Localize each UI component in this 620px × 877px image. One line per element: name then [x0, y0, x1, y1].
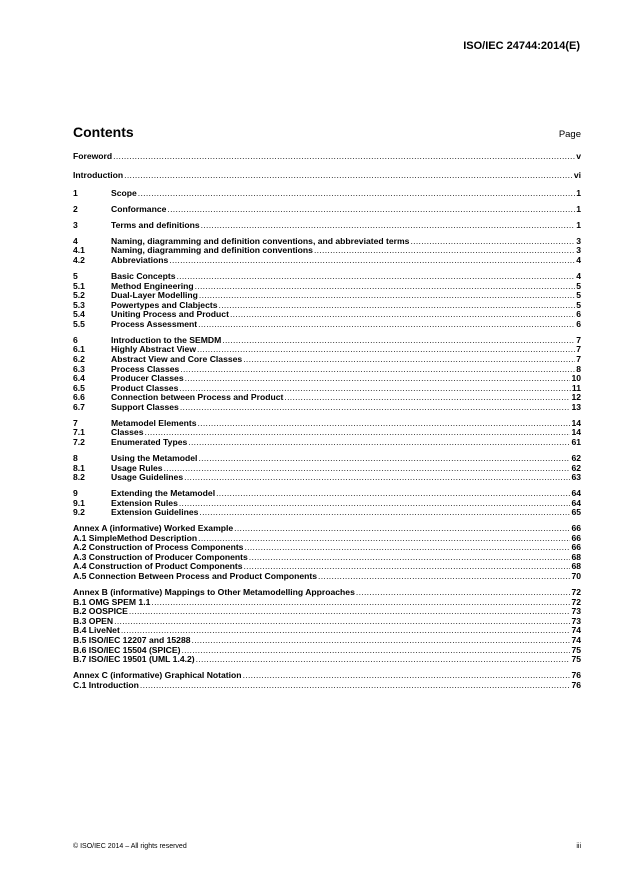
toc-entry-number: 9: [73, 488, 78, 498]
toc-dot-leader: [197, 419, 570, 429]
toc-entry-title: B.7 ISO/IEC 19501 (UML 1.4.2): [73, 654, 195, 665]
toc-entry[interactable]: [73, 419, 581, 429]
page-footer: [73, 843, 581, 850]
toc-entry-title: B.4 LiveNet: [73, 625, 120, 636]
toc-dot-leader: [249, 553, 571, 563]
toc-entry-page: 8: [576, 363, 581, 374]
toc-entry-page: 70: [571, 571, 581, 582]
toc-entry-title: Connection between Process and Product: [111, 392, 284, 403]
toc-entry-page: 75: [571, 644, 581, 655]
toc-entry-title: B.2 OOSPICE: [73, 606, 128, 617]
toc-entry-page: 68: [571, 561, 581, 572]
toc-entry-number: 1: [73, 188, 78, 199]
toc-entry-page: 3: [576, 245, 581, 256]
toc-entry-title: Usage Rules: [111, 462, 163, 473]
toc-entry-page: 64: [571, 497, 581, 508]
toc-dot-leader: [199, 291, 575, 301]
toc-entry-page: 74: [571, 625, 581, 636]
toc-dot-leader: [151, 598, 570, 608]
toc-entry[interactable]: [73, 572, 581, 582]
toc-entry-number: 7.1: [73, 427, 85, 438]
toc-dot-leader: [180, 365, 575, 375]
toc-dot-leader: [197, 345, 575, 355]
toc-entry-number: 5.2: [73, 290, 85, 301]
toc-entry[interactable]: [73, 320, 581, 330]
toc-entry-title: Metamodel Elements: [111, 417, 197, 428]
toc-entry[interactable]: [73, 256, 581, 266]
toc-entry-number: 8: [73, 452, 78, 463]
toc-entry-title: Process Assessment: [111, 318, 198, 329]
toc-dot-leader: [201, 221, 576, 231]
toc-entry-title: A.2 Construction of Process Components: [73, 542, 244, 553]
toc-entry-title: Classes: [111, 427, 144, 438]
toc-entry-number: 6.1: [73, 344, 85, 355]
toc-dot-leader: [216, 489, 570, 499]
toc-entry-page: 10: [571, 373, 581, 384]
toc-dot-leader: [314, 246, 575, 256]
toc-entry-title: C.1 Introduction: [73, 679, 139, 690]
toc-entry-page: 75: [571, 654, 581, 665]
toc-dot-leader: [169, 256, 575, 266]
toc-dot-leader: [188, 438, 570, 448]
toc-entry-page: 72: [571, 586, 581, 597]
toc-entry-number: 4.2: [73, 255, 85, 266]
toc-entry-page: 66: [571, 542, 581, 553]
toc-entry[interactable]: [73, 438, 581, 448]
toc-dot-leader: [179, 499, 571, 509]
toc-entry-page: 68: [571, 551, 581, 562]
toc-entry-page: 65: [571, 507, 581, 518]
toc-entry-page: 7: [576, 344, 581, 355]
toc-entry-number: 7.2: [73, 437, 85, 448]
toc-entry-number: 7: [73, 417, 78, 428]
toc-entry-title: Basic Concepts: [111, 270, 176, 281]
toc-entry-title: Extension Guidelines: [111, 507, 199, 518]
toc-entry-page: 5: [576, 280, 581, 291]
toc-group: [73, 189, 581, 199]
page-number: iii: [576, 843, 581, 850]
toc-entry[interactable]: [73, 221, 581, 231]
toc-entry-title: Foreword: [73, 151, 113, 161]
toc-group: [73, 152, 581, 162]
toc-entry-title: Scope: [111, 188, 137, 199]
page-column-label: Page: [558, 129, 581, 140]
toc-entry-page: 14: [571, 427, 581, 438]
toc-entry-page: 6: [576, 318, 581, 329]
toc-dot-leader: [284, 393, 570, 403]
toc-dot-leader: [196, 655, 571, 665]
toc-dot-leader: [192, 636, 571, 646]
toc-entry-title: Abstract View and Core Classes: [111, 353, 243, 364]
toc-entry-title: Extension Rules: [111, 497, 178, 508]
toc-dot-leader: [185, 374, 571, 384]
toc-entry-title: B.3 OPEN: [73, 615, 114, 626]
toc-dot-leader: [167, 205, 575, 215]
toc-entry-title: Terms and definitions: [111, 219, 200, 230]
toc-dot-leader: [138, 189, 575, 199]
table-of-contents: [73, 152, 581, 696]
toc-entry-page: 74: [571, 634, 581, 645]
toc-entry-page: v: [576, 151, 581, 161]
toc-group: [73, 272, 581, 330]
toc-entry-title: Producer Classes: [111, 373, 184, 384]
toc-dot-leader: [199, 508, 570, 518]
toc-group: [73, 489, 581, 518]
toc-entry-page: 13: [571, 401, 581, 412]
toc-entry[interactable]: [73, 508, 581, 518]
toc-entry-number: 5.4: [73, 309, 85, 320]
toc-group: [73, 588, 581, 665]
toc-entry[interactable]: [73, 473, 581, 483]
toc-entry-title: A.1 SimpleMethod Description: [73, 532, 198, 543]
toc-entry-title: Annex B (informative) Mappings to Other Metamodelling Approaches: [73, 586, 355, 597]
toc-entry-title: Abbreviations: [111, 255, 169, 266]
toc-entry-page: 64: [571, 488, 581, 498]
toc-entry-number: 4.1: [73, 245, 85, 256]
toc-entry-number: 8.1: [73, 462, 85, 473]
toc-dot-leader: [219, 301, 576, 311]
toc-entry-title: B.1 OMG SPEM 1.1: [73, 596, 151, 607]
toc-entry-page: 5: [576, 299, 581, 310]
toc-dot-leader: [140, 681, 571, 691]
toc-entry[interactable]: [73, 681, 581, 691]
toc-entry-title: Product Classes: [111, 382, 179, 393]
toc-entry-number: 2: [73, 204, 78, 215]
toc-dot-leader: [198, 454, 570, 464]
toc-entry-title: B.5 ISO/IEC 12207 and 15288: [73, 634, 191, 645]
toc-dot-leader: [198, 320, 575, 330]
toc-group: [73, 671, 581, 690]
toc-group: [73, 524, 581, 582]
toc-dot-leader: [181, 646, 570, 656]
toc-entry-number: 9.1: [73, 497, 85, 508]
toc-entry-number: 6.6: [73, 392, 85, 403]
toc-entry-page: 73: [571, 606, 581, 617]
toc-entry-page: 3: [576, 235, 581, 246]
toc-entry-number: 5.1: [73, 280, 85, 291]
toc-entry-page: 61: [571, 437, 581, 448]
page-title: Contents: [73, 124, 134, 140]
toc-dot-leader: [198, 534, 570, 544]
toc-entry-page: 14: [571, 417, 581, 428]
toc-entry-page: 76: [571, 669, 581, 680]
toc-entry-number: 6.2: [73, 353, 85, 364]
toc-entry[interactable]: [73, 403, 581, 413]
toc-entry-number: 5.3: [73, 299, 85, 310]
toc-entry-page: 76: [571, 679, 581, 690]
toc-entry-title: Naming, diagramming and definition conventions, and abbreviated terms: [111, 235, 410, 246]
toc-entry-page: 12: [571, 392, 581, 403]
toc-group: [73, 171, 581, 181]
toc-dot-leader: [164, 464, 571, 474]
toc-dot-leader: [180, 403, 571, 413]
toc-dot-leader: [243, 355, 575, 365]
toc-entry-title: Enumerated Types: [111, 437, 188, 448]
copyright-notice: © ISO/IEC 2014 – All rights reserved: [73, 843, 187, 850]
toc-dot-leader: [129, 607, 571, 617]
toc-entry-title: Process Classes: [111, 363, 180, 374]
toc-dot-leader: [124, 171, 573, 181]
toc-entry[interactable]: [73, 598, 581, 608]
toc-entry-page: 5: [576, 290, 581, 301]
toc-entry-title: Introduction: [73, 169, 124, 180]
toc-dot-leader: [176, 272, 575, 282]
toc-entry-title: A.4 Construction of Product Components: [73, 561, 243, 572]
toc-entry-page: 6: [576, 309, 581, 320]
toc-entry-title: Uniting Process and Product: [111, 309, 229, 320]
toc-entry-title: A.3 Construction of Producer Components: [73, 551, 248, 562]
toc-entry-number: 5: [73, 270, 78, 281]
toc-entry-page: 4: [576, 270, 581, 281]
document-standard-id: ISO/IEC 24744:2014(E): [463, 40, 580, 52]
toc-group: [73, 336, 581, 413]
toc-entry-page: 66: [571, 523, 581, 534]
toc-entry-page: 63: [571, 472, 581, 483]
toc-dot-leader: [145, 428, 571, 438]
toc-entry-number: 3: [73, 219, 78, 230]
toc-entry-title: Powertypes and Clabjects: [111, 299, 218, 310]
toc-dot-leader: [356, 588, 571, 598]
toc-entry-title: Dual-Layer Modelling: [111, 290, 198, 301]
toc-entry-number: 6.4: [73, 373, 85, 384]
toc-dot-leader: [114, 617, 570, 627]
toc-entry-number: 9.2: [73, 507, 85, 518]
toc-entry-title: A.5 Connection Between Process and Product Components: [73, 571, 318, 582]
toc-dot-leader: [234, 524, 570, 534]
toc-entry-page: 66: [571, 532, 581, 543]
toc-entry-title: Support Classes: [111, 401, 179, 412]
toc-entry-number: 6.3: [73, 363, 85, 374]
toc-entry[interactable]: [73, 607, 581, 617]
toc-dot-leader: [184, 473, 570, 483]
toc-entry-number: 4: [73, 235, 78, 246]
toc-entry-page: 11: [571, 382, 581, 393]
toc-entry-page: 73: [571, 615, 581, 626]
toc-group: [73, 419, 581, 448]
toc-entry-page: 1: [576, 204, 581, 215]
toc-entry-page: 7: [576, 334, 581, 345]
toc-entry[interactable]: [73, 171, 581, 181]
toc-entry-page: 1: [576, 188, 581, 199]
toc-entry[interactable]: [73, 671, 581, 681]
toc-entry-number: 6.7: [73, 401, 85, 412]
toc-entry-title: Conformance: [111, 204, 167, 215]
toc-entry-page: 62: [571, 462, 581, 473]
toc-dot-leader: [113, 152, 575, 162]
toc-entry-page: 1: [576, 219, 581, 230]
toc-dot-leader: [222, 336, 575, 346]
toc-entry-page: 7: [576, 353, 581, 364]
toc-entry-page: 62: [571, 452, 581, 463]
toc-entry-title: Usage Guidelines: [111, 472, 184, 483]
toc-dot-leader: [244, 543, 570, 553]
toc-entry-page: 4: [576, 255, 581, 266]
toc-entry-title: Annex C (informative) Graphical Notation: [73, 669, 242, 680]
toc-group: [73, 221, 581, 231]
toc-entry-title: Naming, diagramming and definition conventions: [111, 245, 313, 256]
toc-dot-leader: [195, 282, 576, 292]
toc-entry-number: 6: [73, 334, 78, 345]
toc-group: [73, 205, 581, 215]
toc-entry[interactable]: [73, 152, 581, 162]
toc-dot-leader: [230, 310, 575, 320]
toc-entry-title: Method Engineering: [111, 280, 194, 291]
toc-entry-number: 6.5: [73, 382, 85, 393]
toc-entry[interactable]: [73, 189, 581, 199]
toc-entry-page: 72: [571, 596, 581, 607]
toc-entry-title: Annex A (informative) Worked Example: [73, 523, 234, 534]
toc-dot-leader: [318, 572, 570, 582]
contents-title-row: [73, 124, 581, 140]
toc-group: [73, 454, 581, 483]
toc-entry[interactable]: [73, 617, 581, 627]
toc-entry-title: Extending the Metamodel: [111, 488, 216, 498]
toc-entry-page: vi: [573, 169, 581, 180]
toc-entry-title: Using the Metamodel: [111, 452, 198, 463]
toc-entry-number: 5.5: [73, 318, 85, 329]
toc-entry-title: Introduction to the SEMDM: [111, 334, 222, 345]
toc-entry-title: Highly Abstract View: [111, 344, 197, 355]
toc-entry-number: 8.2: [73, 472, 85, 483]
toc-entry[interactable]: [73, 655, 581, 665]
toc-dot-leader: [410, 237, 575, 247]
toc-entry[interactable]: [73, 205, 581, 215]
toc-dot-leader: [243, 671, 571, 681]
toc-entry-title: B.6 ISO/IEC 15504 (SPICE): [73, 644, 181, 655]
toc-group: [73, 237, 581, 266]
